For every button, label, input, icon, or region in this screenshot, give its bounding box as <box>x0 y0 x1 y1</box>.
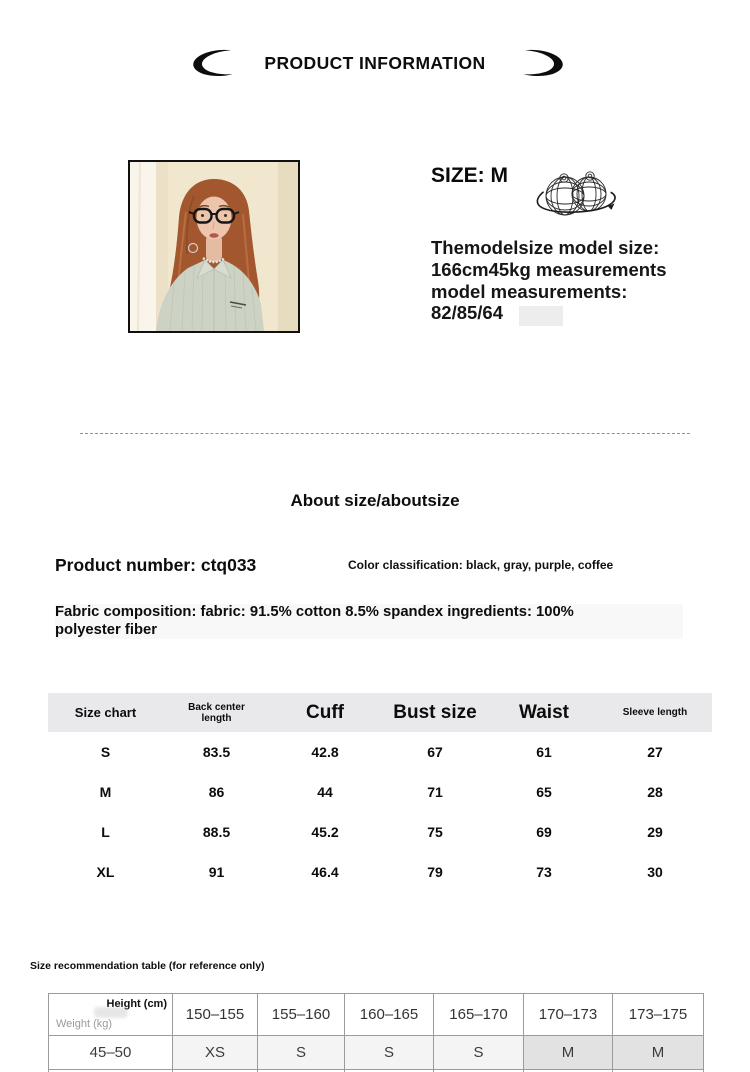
size-chart-cell: 86 <box>163 772 270 812</box>
size-chart-cell: 75 <box>380 812 490 852</box>
size-recommendation-table <box>48 993 704 1072</box>
height-range-header: 160–165 <box>345 994 434 1036</box>
model-measurements-line: model measurements: <box>431 280 628 302</box>
size-chart-cell: 79 <box>380 852 490 892</box>
height-range-header: 170–173 <box>524 994 613 1036</box>
model-measurements-text <box>431 237 731 324</box>
fabric-composition-line: Fabric composition: fabric: 91.5% cotton 8.5% spandex ingredients: 100% <box>55 604 574 620</box>
fabric-composition <box>55 604 683 639</box>
size-chart-header: Bust size <box>380 693 490 732</box>
height-axis-label: Height (cm) <box>106 998 167 1010</box>
recommended-size-cell: S <box>434 1036 524 1070</box>
size-chart-cell: 83.5 <box>163 732 270 772</box>
size-chart-header: Size chart <box>48 693 163 732</box>
size-chart-cell: 65 <box>490 772 598 812</box>
dashed-divider <box>80 433 690 434</box>
header-banner <box>0 44 750 84</box>
recommended-size-cell: S <box>345 1036 434 1070</box>
size-recommendation-label: Size recommendation table (for reference only) <box>30 960 265 972</box>
height-weight-corner-cell <box>49 994 173 1036</box>
recommended-size-cell: S <box>258 1036 345 1070</box>
size-chart-cell: 69 <box>490 812 598 852</box>
model-measurements-line: Themodelsize model size: <box>431 237 660 258</box>
recommended-size-cell: XS <box>173 1036 258 1070</box>
height-range-header: 173–175 <box>613 994 704 1036</box>
weight-range-cell: 45–50 <box>49 1036 173 1070</box>
about-size-heading: About size/aboutsize <box>290 491 460 510</box>
right-crescent-icon <box>521 47 579 83</box>
size-chart-header: Cuff <box>270 693 380 732</box>
size-chart-cell: L <box>48 812 163 852</box>
size-chart-cell: 42.8 <box>270 732 380 772</box>
size-chart-cell: 88.5 <box>163 812 270 852</box>
size-chart-cell: 71 <box>380 772 490 812</box>
size-chart-cell: S <box>48 732 163 772</box>
size-label: SIZE: M <box>431 164 508 187</box>
size-chart-header: Back center length <box>163 693 270 732</box>
size-chart-cell: 30 <box>598 852 712 892</box>
size-chart-cell: 61 <box>490 732 598 772</box>
size-chart-cell: 28 <box>598 772 712 812</box>
recommended-size-cell: M <box>613 1036 704 1070</box>
size-chart-cell: M <box>48 772 163 812</box>
height-range-header: 155–160 <box>258 994 345 1036</box>
size-chart-table <box>48 693 712 892</box>
model-measurements-line: 82/85/64 <box>431 302 504 324</box>
size-chart-header: Waist <box>490 693 598 732</box>
size-chart-cell: 73 <box>490 852 598 892</box>
weight-axis-label: Weight (kg) <box>56 1018 113 1030</box>
height-range-header: 150–155 <box>173 994 258 1036</box>
model-measurements-line: 166cm45kg measurements <box>431 258 667 280</box>
fabric-composition-line: polyester fiber <box>55 621 157 638</box>
size-chart-cell: 44 <box>270 772 380 812</box>
height-range-header: 165–170 <box>434 994 524 1036</box>
product-number: Product number: ctq033 <box>55 555 257 575</box>
size-chart-cell: XL <box>48 852 163 892</box>
size-chart-cell: 91 <box>163 852 270 892</box>
color-classification: Color classification: black, gray, purple, coffee <box>348 558 614 572</box>
planet-globe-icon <box>534 166 620 230</box>
page-title: PRODUCT INFORMATION <box>264 53 486 73</box>
size-chart-cell: 29 <box>598 812 712 852</box>
size-chart-cell: 67 <box>380 732 490 772</box>
recommended-size-cell: M <box>524 1036 613 1070</box>
size-chart-header: Sleeve length <box>598 693 712 732</box>
watermark-artifact <box>94 1007 128 1018</box>
model-photo <box>128 160 300 333</box>
size-chart-cell: 27 <box>598 732 712 772</box>
translation-overlay-artifact <box>519 306 563 326</box>
size-chart-cell: 46.4 <box>270 852 380 892</box>
model-portrait-illustration <box>130 162 298 331</box>
size-chart-cell: 45.2 <box>270 812 380 852</box>
